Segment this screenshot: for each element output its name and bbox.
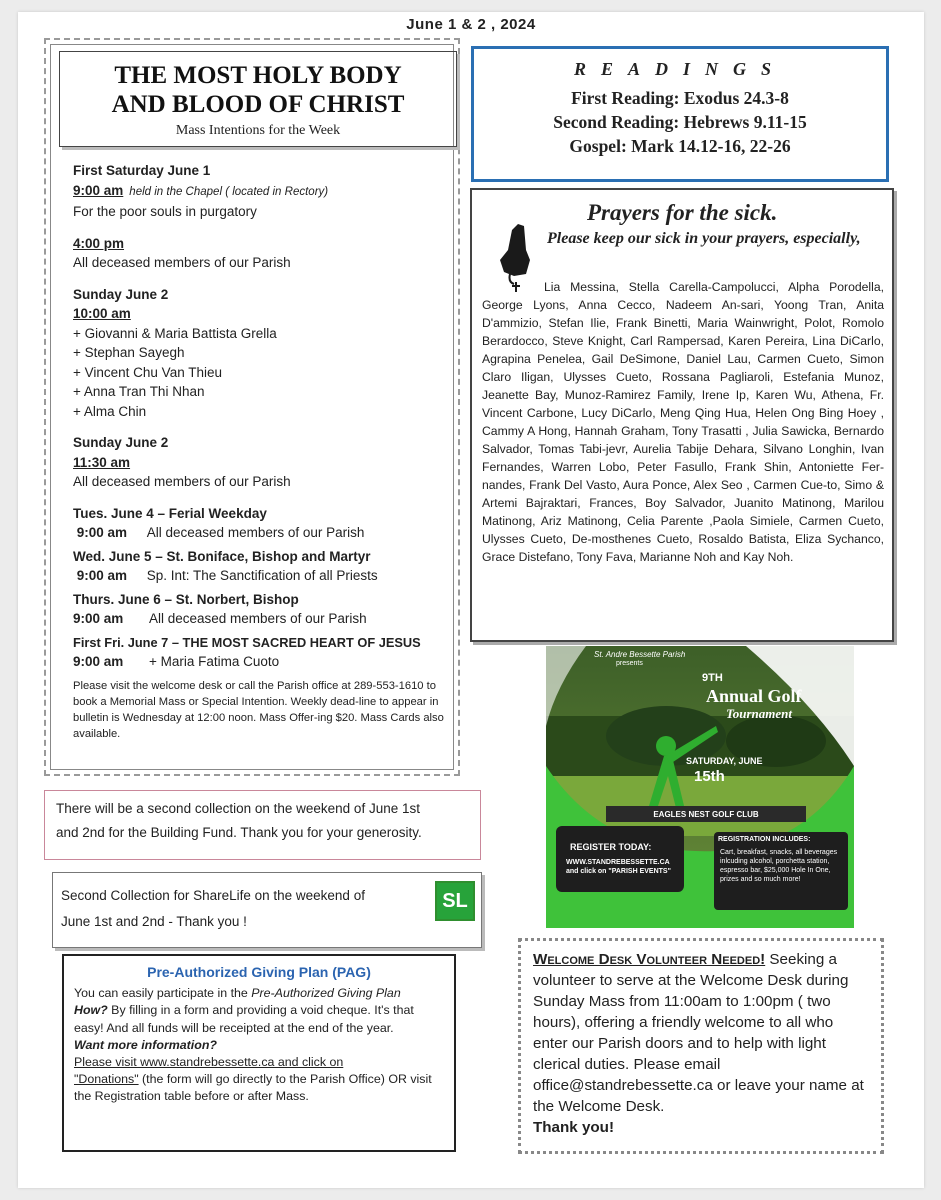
pag-intro — [74, 985, 444, 1002]
mass-time: 9:00 am — [76, 525, 128, 540]
day-heading: Thurs. June 6 – St. Norbert, Bishop — [73, 591, 299, 607]
day-heading: Tues. June 4 – Ferial Weekday — [73, 505, 267, 521]
pag-visit-link[interactable]: Please visit www.standrebessette.ca and click on — [74, 1055, 344, 1070]
golf-parish-name: St. Andre Bessette Parish — [594, 650, 686, 659]
readings-heading: READINGS — [573, 59, 787, 79]
bulletin-date: June 1 & 2 , 2024 — [406, 16, 536, 33]
mass-intention: All deceased members of our Parish — [146, 525, 365, 540]
mass-location-note: held in the Chapel ( located in Rectory) — [129, 185, 329, 198]
pag-box — [62, 954, 456, 1152]
pag-donations-link[interactable]: "Donations" — [74, 1072, 139, 1087]
pag-donations-rest: (the form will go directly to the Parish Office) OR visit the Registration table before or after Mass. — [74, 1072, 432, 1104]
building-fund-collection — [44, 790, 481, 860]
mass-time-row — [73, 181, 451, 203]
feast-title-line1: THE MOST HOLY BODY — [114, 62, 402, 89]
mass-intention: All deceased members of our Parish — [149, 611, 367, 626]
mass-intention: Sp. Int: The Sanctification of all Priests — [146, 568, 378, 583]
mass-intention: + Giovanni & Maria Battista Grella — [73, 325, 277, 341]
collection-line: There will be a second collection on the weekend of June 1st — [56, 801, 420, 816]
golf-includes-text: Cart, breakfast, snacks, all beverages inlcuding alcohol, porchetta station, espresso bar, $25,000 Hole In One, prizes and so much more! — [720, 849, 838, 883]
prayers-subtitle: Please keep our sick in your prayers, especially, — [547, 230, 861, 247]
golf-date-day: 15th — [694, 768, 725, 785]
mass-time: 9:00 am — [73, 611, 124, 626]
collection-line: and 2nd for the Building Fund. Thank you for your generosity. — [56, 825, 422, 840]
sharelife-logo: SL — [435, 881, 475, 921]
day-heading: Sunday June 2 — [73, 435, 169, 450]
sick-names-list: Lia Messina, Stella Carella-Campolucci, Alpha Porodella, George Lyons, Anna Cecco, Nadeem An-sari, Yoong Tran, Anita D'ammizio, Stefan Ilie, Frank Binetti, Maria Wainwright, Polot, Romolo Berardocco, Steve Knight, Carl Rampersad, Karen Pereira, Lina DiCarlo, Agrapina Penelea, Gail DeSimone, Daniel Lau, Carmen Cueto, Simon Claro Iligan, Ulysses Cueto, Rossana Pagliaroli, Estefania Munoz, Jeanette Bay, Munoz-Ramirez Family, Irene Ip, Karen Wu, Athena, Fr. Vincent Carbone, Lucy DiCarlo, Meng Qing Hua, Helen Ong Bing Hoey , Cammy A Hong, Hannah Graham, Tony Trasatti , Julia Sawicka, Bernardo Salvador, Tomas Tabi-jevr, Aurelia Tabije Dehara, Silvano Longhin, Ivan Fernandes, Warren Lobo, Peter Fasullo, Frank Shin, Antoniette Fer-nandes, Frank Del Vasto, Aura Ponce, Alex Seo , Carmen Cue-to, Simo & Artemi Bajraktari, Frances, Boy Salvador, Juanito Matinong, Marilou Matinong, Ariz Matinong, Celia Parente ,Paola Simiele, Carmen Cueto, Ulysses Cueto, De-mosthenes Cueto, Rosaldo Batista, Eliza Sychanco, Grace Distefano, Tony Fava, Marianne Noh and Kay Noh. — [482, 280, 884, 564]
pag-intro-text: You can easily participate in the — [74, 986, 252, 1001]
day-heading: First Fri. June 7 – THE MOST SACRED HEART OF JESUS — [73, 634, 421, 650]
feast-subtitle: Mass Intentions for the Week — [175, 123, 341, 138]
golf-tournament-poster — [546, 646, 854, 928]
prayers-title: Prayers for the sick. — [587, 200, 778, 225]
golf-register: REGISTER TODAY: — [570, 842, 652, 852]
golf-register-url[interactable]: WWW.STANDREBESSETTE.CA and click on "PARISH EVENTS" — [566, 859, 671, 875]
golf-includes-title: REGISTRATION INCLUDES: — [718, 836, 811, 843]
mass-time-row — [73, 609, 451, 629]
welcome-body: Seeking a volunteer to serve at the Welcome Desk during Sunday Mass from 11:00am to 1:00pm ( two hours), offering a friendly welcome to all who enter our Parish doors and to help with light clerical duties. Please email office@standrebessette.ca or leave your name at the Welcome Desk. — [533, 951, 864, 1115]
mass-intention: + Vincent Chu Van Thieu — [73, 364, 222, 380]
sharelife-collection — [52, 872, 482, 948]
mass-intention: All deceased members of our Parish — [73, 474, 291, 489]
bulletin-page — [18, 12, 924, 1188]
pag-how-text: By filling in a form and providing a void cheque. It's that easy! And all funds will be receipted at the end of the year. — [74, 1003, 414, 1035]
golf-annual: Annual Golf — [706, 686, 802, 706]
welcome-heading: Welcome Desk Volunteer Needed! — [533, 951, 766, 968]
mass-time: 4:00 pm — [73, 235, 125, 251]
feast-title-line2: AND BLOOD OF CHRIST — [111, 91, 405, 118]
day-heading: First Saturday June 1 — [73, 163, 211, 178]
mass-intention: + Alma Chin — [73, 403, 147, 419]
mass-time: 9:00 am — [73, 182, 124, 198]
mass-schedule — [73, 161, 451, 742]
mass-intention: For the poor souls in purgatory — [73, 204, 257, 219]
day-heading: Wed. June 5 – St. Boniface, Bishop and Martyr — [73, 548, 371, 564]
welcome-desk-box — [518, 938, 884, 1154]
mass-time-row — [73, 566, 451, 586]
golf-ordinal: 9TH — [702, 672, 723, 684]
collection-line: June 1st and 2nd - Thank you ! — [61, 914, 247, 929]
mass-time-row — [73, 523, 451, 543]
first-reading: First Reading: Exodus 24.3-8 — [571, 88, 789, 108]
pag-title: Pre-Authorized Giving Plan (PAG) — [147, 964, 371, 980]
mass-intention: + Stephan Sayegh — [73, 345, 185, 360]
pag-donations — [74, 1071, 444, 1105]
feast-title-box — [59, 51, 457, 147]
readings-box — [471, 46, 889, 182]
prayers-box — [470, 188, 894, 642]
golf-date-line: SATURDAY, JUNE — [686, 756, 763, 766]
mass-time: 10:00 am — [73, 306, 131, 321]
mass-intentions-inner-border — [50, 44, 454, 770]
day-heading: Sunday June 2 — [73, 286, 169, 302]
welcome-thanks: Thank you! — [533, 1119, 615, 1136]
collection-line: Second Collection for ShareLife on the weekend of — [61, 888, 365, 903]
mass-time: 11:30 am — [73, 454, 131, 470]
mass-intention: All deceased members of our Parish — [73, 255, 291, 270]
mass-intentions-panel — [44, 38, 460, 776]
mass-time: 9:00 am — [73, 654, 124, 669]
pag-plan-name: Pre-Authorized Giving Plan — [251, 986, 401, 1001]
golf-tournament: Tournament — [726, 706, 792, 721]
pag-how-label: How? — [74, 1003, 108, 1018]
mass-time: 9:00 am — [76, 568, 128, 583]
pag-more-label: Want more information? — [74, 1037, 217, 1052]
golf-poster-art — [546, 646, 854, 928]
golf-club: EAGLES NEST GOLF CLUB — [653, 810, 759, 819]
feast-title — [60, 61, 456, 119]
gospel-reading: Gospel: Mark 14.12-16, 22-26 — [569, 136, 791, 156]
mass-time-row — [73, 652, 451, 672]
pag-how — [74, 1002, 444, 1036]
second-reading: Second Reading: Hebrews 9.11-15 — [553, 112, 807, 132]
booking-note: Please visit the welcome desk or call the Parish office at 289-553-1610 to book a Memorial Mass or Special Intention. Weekly dead-line to appear in bulletin is Wednesday at 12:00 noon. Mass Offer-ing $20. Mass Cards also available. — [73, 679, 444, 740]
mass-intention: + Anna Tran Thi Nhan — [73, 384, 205, 399]
mass-intention: + Maria Fatima Cuoto — [149, 654, 280, 669]
golf-presents: presents — [616, 660, 643, 667]
